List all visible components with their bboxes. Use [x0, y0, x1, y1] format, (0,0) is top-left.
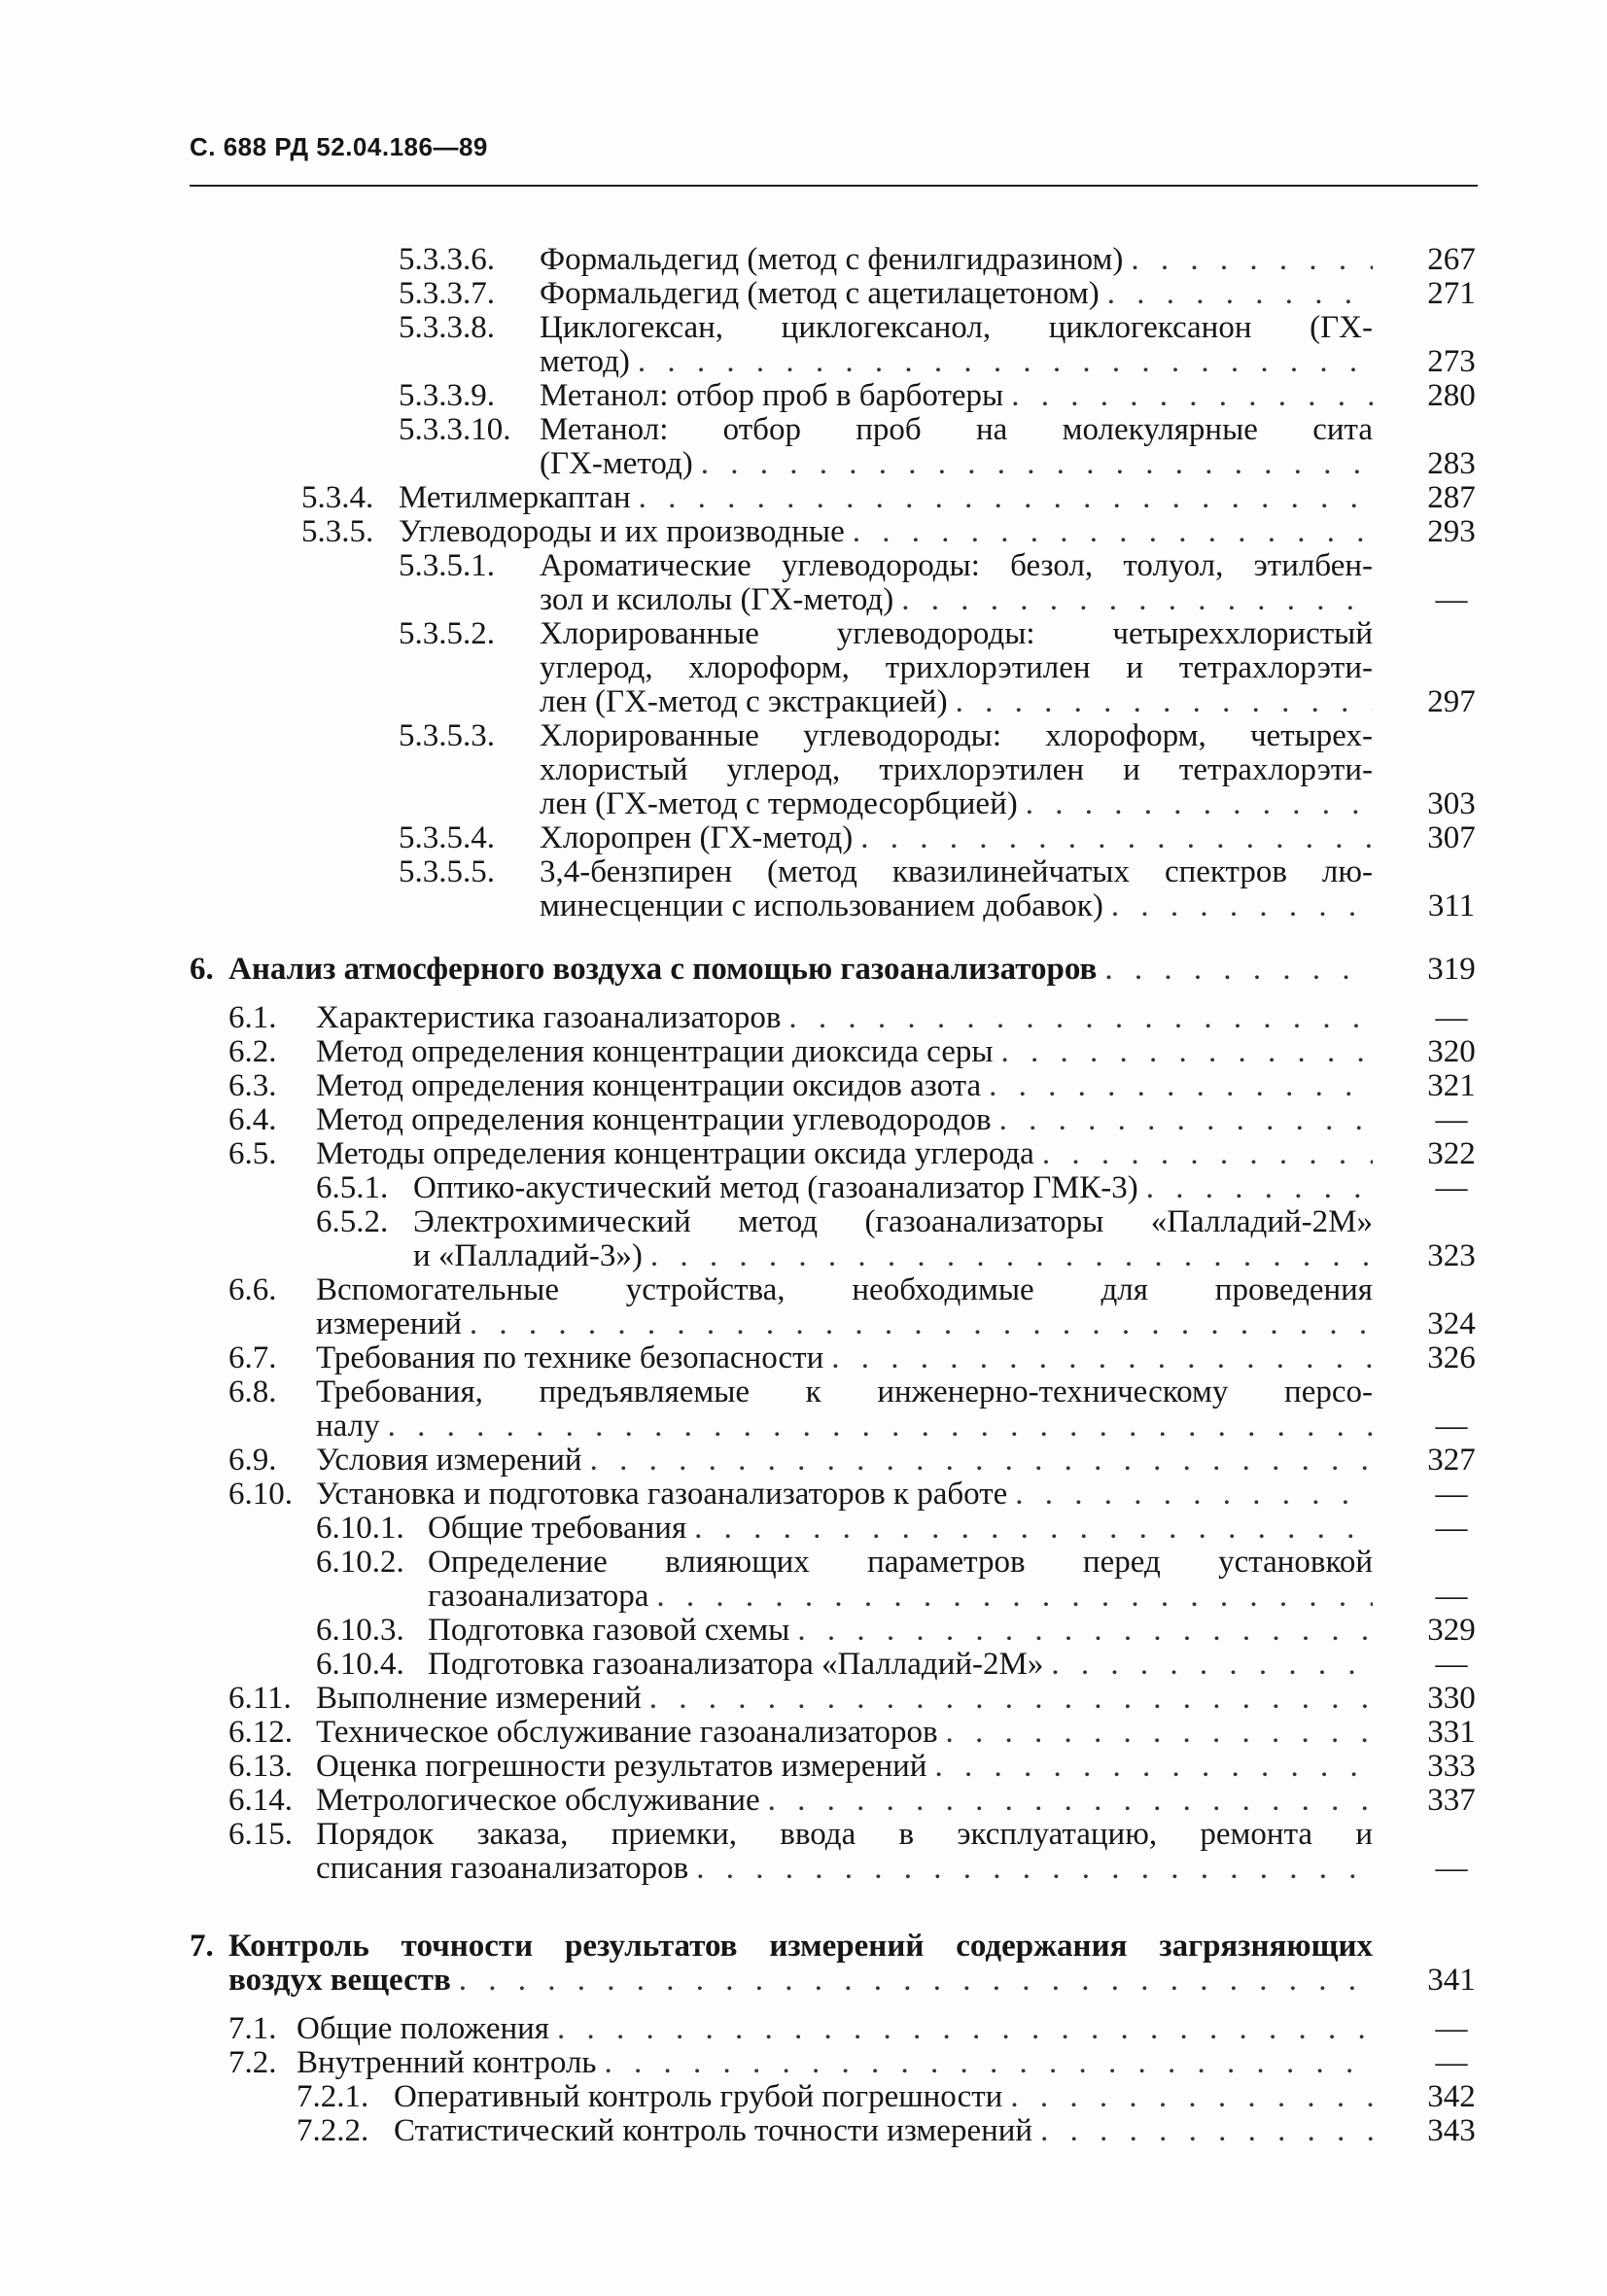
toc-entry-number: 6.12. — [228, 1715, 293, 1750]
dot-leader — [650, 1239, 1373, 1273]
toc-entry-title-line: Оценка погрешности результатов измерений — [316, 1749, 927, 1784]
toc-entry-number: 7.2.2. — [297, 2113, 369, 2148]
dot-leader — [797, 1614, 1373, 1648]
dot-leader — [639, 481, 1373, 515]
toc-entry-title-line: метод) — [540, 344, 630, 379]
toc-entry-title-line: Методы определения концентрации оксида углерода — [316, 1136, 1034, 1171]
toc-entry — [301, 481, 1497, 515]
toc-entry-title-line: Циклогексан, циклогексанол, циклогексанон (ГХ- — [540, 310, 1373, 345]
toc-page-number: — — [1435, 582, 1468, 617]
toc-entry-title-line: воздух веществ — [228, 1963, 451, 1998]
toc-page-number: — — [1435, 1477, 1468, 1512]
toc-entry-title-line: Внутренний контроль — [297, 2045, 597, 2080]
toc-entry — [228, 1444, 1497, 1478]
toc-entry-number: 5.3.5.1. — [399, 548, 495, 583]
dot-leader — [701, 447, 1373, 481]
toc-entry-number: 6.5. — [228, 1136, 277, 1171]
toc-page-number: — — [1435, 2045, 1468, 2080]
toc-entry — [228, 1137, 1497, 1171]
toc-entry-number: 7.2.1. — [297, 2079, 369, 2114]
toc-entry — [316, 1614, 1497, 1648]
dot-leader — [649, 1682, 1373, 1716]
dot-leader — [1015, 1478, 1373, 1512]
toc-entry-title-line: Статистический контроль точности измерений — [394, 2113, 1033, 2148]
toc-entry — [399, 413, 1497, 481]
toc-entry-number: 6.13. — [228, 1749, 293, 1784]
toc-entry — [316, 1512, 1497, 1546]
toc-entry-number: 6.10.2. — [316, 1545, 404, 1580]
toc-entry — [316, 1205, 1497, 1273]
dot-leader — [831, 1341, 1373, 1375]
toc-entry-number: 7.2. — [228, 2045, 277, 2080]
toc-entry — [399, 549, 1497, 617]
toc-page-number: 319 — [1427, 952, 1476, 987]
toc-entry-title-line: Метанол: отбор проб в барботеры — [540, 378, 1004, 413]
dot-leader — [470, 1307, 1373, 1341]
toc-entry — [399, 719, 1497, 821]
toc-entry-title-line: газоанализатора — [428, 1579, 649, 1614]
toc-entry-title-line: Метод определения концентрации углеводородов — [316, 1102, 992, 1137]
toc-entry-number: 5.3.3.7. — [399, 276, 495, 311]
dot-leader — [694, 1512, 1373, 1546]
toc-entry-title-line: Ароматические углеводороды: безол, толуол, этилбен- — [540, 548, 1373, 583]
toc-entry-number: 6.3. — [228, 1068, 277, 1103]
toc-entry-number: 6. — [190, 952, 214, 987]
dot-leader — [901, 583, 1373, 617]
toc-entry-title-line: Подготовка газоанализатора «Палладий-2М» — [428, 1647, 1044, 1682]
toc-entry-title-line: Общие положения — [297, 2011, 549, 2046]
toc-entry-title-line: и «Палладий-3») — [413, 1238, 643, 1273]
toc-entry — [316, 1546, 1497, 1614]
toc-entry-title-line: лен (ГХ-метод с термодесорбцией) — [540, 786, 1018, 821]
toc-page-number: 303 — [1427, 786, 1476, 821]
toc-page-number: 271 — [1427, 276, 1476, 311]
toc-entry-title-line: Требования, предъявляемые к инженерно-техническому персо- — [316, 1374, 1373, 1409]
toc-entry — [399, 277, 1497, 311]
toc-page-number: 324 — [1427, 1306, 1476, 1341]
dot-leader — [999, 1103, 1373, 1137]
toc-entry-number: 5.3.3.8. — [399, 310, 495, 345]
dot-leader — [934, 1750, 1373, 1784]
toc-entry-number: 6.7. — [228, 1340, 277, 1375]
toc-entry-title-line: Анализ атмосферного воздуха с помощью газоанализаторов — [228, 952, 1098, 987]
toc-entry-number: 5.3.5.4. — [399, 820, 495, 855]
toc-entry — [228, 1103, 1497, 1137]
toc-entry-title-line: Техническое обслуживание газоанализаторов — [316, 1715, 938, 1750]
toc-entry-number: 5.3.3.9. — [399, 378, 495, 413]
toc-entry — [297, 2080, 1497, 2114]
toc-page-number: — — [1435, 1579, 1468, 1614]
dot-leader — [860, 821, 1373, 855]
toc-page-number: — — [1435, 1102, 1468, 1137]
dot-leader — [768, 1784, 1373, 1818]
dot-leader — [1026, 787, 1373, 821]
toc-entry-title-line: измерений — [316, 1306, 462, 1341]
toc-entry — [399, 379, 1497, 413]
toc-page-number: 331 — [1427, 1715, 1476, 1750]
toc-entry-number: 6.9. — [228, 1443, 277, 1478]
toc-entry-number: 6.5.2. — [316, 1204, 389, 1239]
dot-leader — [1104, 953, 1373, 987]
toc-entry-title-line: Хлоропрен (ГХ-метод) — [540, 820, 854, 855]
toc-entry — [399, 243, 1497, 277]
dot-leader — [1011, 379, 1373, 413]
toc-entry-title-line: Характеристика газоанализаторов — [316, 1000, 782, 1035]
toc-entry — [228, 2046, 1497, 2080]
toc-entry-title-line: (ГХ-метод) — [540, 446, 693, 481]
toc-entry-number: 6.10.3. — [316, 1613, 404, 1648]
toc-entry-title-line: Углеводороды и их производные — [399, 514, 845, 549]
dot-leader — [656, 1580, 1373, 1614]
toc-entry — [228, 1035, 1497, 1069]
toc-entry-number: 6.14. — [228, 1783, 293, 1818]
toc-entry-number: 5.3.5.5. — [399, 854, 495, 889]
dot-leader — [946, 1716, 1373, 1750]
dot-leader — [604, 2046, 1373, 2080]
toc-entry-title-line: Метилмеркаптан — [399, 480, 631, 515]
dot-leader — [956, 685, 1373, 719]
dot-leader — [557, 2012, 1373, 2046]
toc-page-number: 287 — [1427, 480, 1476, 515]
toc-entry-number: 5.3.5. — [301, 514, 374, 549]
toc-entry-title-line: Вспомогательные устройства, необходимые для проведения — [316, 1272, 1373, 1307]
toc-page-number: 323 — [1427, 1238, 1476, 1273]
toc-entry-title-line: Выполнение измерений — [316, 1681, 642, 1716]
toc-entry-title-line: минесценции с использованием добавок) — [540, 888, 1103, 923]
toc-entry — [228, 1341, 1497, 1375]
toc-page-number: 322 — [1427, 1136, 1476, 1171]
toc-entry — [228, 1478, 1497, 1512]
toc-entry-title-line: зол и ксилолы (ГХ-метод) — [540, 582, 894, 617]
toc-entry — [399, 821, 1497, 855]
toc-entry — [228, 1682, 1497, 1716]
toc-entry-title-line: списания газоанализаторов — [316, 1851, 689, 1886]
toc-entry-number: 6.4. — [228, 1102, 277, 1137]
toc-entry-number: 6.6. — [228, 1272, 277, 1307]
toc-entry-number: 6.1. — [228, 1000, 277, 1035]
toc-entry — [301, 515, 1497, 549]
toc-entry-number: 5.3.5.2. — [399, 616, 495, 651]
toc-page-number: 337 — [1427, 1783, 1476, 1818]
toc-entry-number: 6.10. — [228, 1477, 293, 1512]
toc-entry-number: 6.2. — [228, 1034, 277, 1069]
toc-page-number: — — [1435, 1409, 1468, 1444]
toc-page-number: 280 — [1427, 378, 1476, 413]
dot-leader — [989, 1069, 1373, 1103]
toc-page-number: 342 — [1427, 2079, 1476, 2114]
toc-entry-title-line: Метод определения концентрации оксидов азота — [316, 1068, 982, 1103]
dot-leader — [1131, 243, 1373, 277]
toc-entry — [399, 617, 1497, 719]
toc-entry-number: 5.3.3.6. — [399, 242, 495, 277]
toc-entry-title-line: Метод определения концентрации диоксида серы — [316, 1034, 994, 1069]
toc-entry — [190, 1930, 1497, 1998]
toc-entry-title-line: Определение влияющих параметров перед установкой — [428, 1545, 1373, 1580]
dot-leader — [696, 1852, 1373, 1886]
toc-entry-number: 6.10.1. — [316, 1511, 404, 1546]
toc-entry-title-line: Метанол: отбор проб на молекулярные сита — [540, 412, 1373, 447]
dot-leader — [1010, 2080, 1373, 2114]
dot-leader — [388, 1409, 1373, 1444]
dot-leader — [459, 1964, 1373, 1998]
toc-entry-title-line: Электрохимический метод (газоанализаторы «Палладий-2М» — [413, 1204, 1373, 1239]
toc-entry — [228, 1716, 1497, 1750]
toc-entry-number: 7. — [190, 1929, 214, 1964]
dot-leader — [1146, 1171, 1373, 1205]
toc-entry-title-line: Формальдегид (метод с фенилгидразином) — [540, 242, 1124, 277]
toc-page-number: 341 — [1427, 1963, 1476, 1998]
toc-entry-title-line: Установка и подготовка газоанализаторов к работе — [316, 1477, 1008, 1512]
toc-entry — [228, 1273, 1497, 1341]
toc-entry-title-line: лен (ГХ-метод с экстракцией) — [540, 684, 948, 719]
toc-entry — [316, 1171, 1497, 1205]
dot-leader — [1040, 2114, 1373, 2148]
dot-leader — [590, 1444, 1373, 1478]
toc-entry-number: 6.5.1. — [316, 1170, 389, 1205]
toc-entry — [228, 1001, 1497, 1035]
toc-page-number: 327 — [1427, 1443, 1476, 1478]
toc-page-number: — — [1435, 1170, 1468, 1205]
toc-entry — [228, 1784, 1497, 1818]
toc-entry-title-line: налу — [316, 1409, 380, 1444]
toc-page-number: — — [1435, 1511, 1468, 1546]
toc-entry-number: 6.8. — [228, 1374, 277, 1409]
toc-entry-title-line: хлористый углерод, трихлорэтилен и тетрахлорэти- — [540, 752, 1373, 787]
toc-page-number: 267 — [1427, 242, 1476, 277]
toc-entry-title-line: Порядок заказа, приемки, ввода в эксплуатацию, ремонта и — [316, 1817, 1373, 1852]
toc-page-number: 321 — [1427, 1068, 1476, 1103]
toc-entry — [399, 311, 1497, 379]
toc-page-number: 320 — [1427, 1034, 1476, 1069]
dot-leader — [853, 515, 1373, 549]
toc-entry-number: 5.3.4. — [301, 480, 374, 515]
toc-entry-title-line: углерод, хлороформ, трихлорэтилен и тетрахлорэти- — [540, 650, 1373, 685]
toc-entry-number: 5.3.3.10. — [399, 412, 511, 447]
toc-page-number: — — [1435, 1647, 1468, 1682]
toc-page-number: 307 — [1427, 820, 1476, 855]
toc-entry-number: 6.15. — [228, 1817, 293, 1852]
toc-page-number: 326 — [1427, 1340, 1476, 1375]
toc-entry-title-line: Требования по технике безопасности — [316, 1340, 824, 1375]
toc-page-number: 283 — [1427, 446, 1476, 481]
dot-leader — [1042, 1137, 1373, 1171]
toc-entry-number: 7.1. — [228, 2011, 277, 2046]
page-header: С. 688 РД 52.04.186—89 — [190, 132, 488, 161]
toc-page-number: — — [1435, 1851, 1468, 1886]
toc-page-number: 330 — [1427, 1681, 1476, 1716]
toc-entry-title-line: Метрологическое обслуживание — [316, 1783, 760, 1818]
toc-page-number: 343 — [1427, 2113, 1476, 2148]
toc-entry-title-line: 3,4-бензпирен (метод квазилинейчатых спектров лю- — [540, 854, 1373, 889]
toc-entry — [316, 1648, 1497, 1682]
toc-entry — [228, 1069, 1497, 1103]
toc-entry-number: 5.3.5.3. — [399, 718, 495, 753]
toc-entry-title-line: Условия измерений — [316, 1443, 582, 1478]
toc-page-number: 293 — [1427, 514, 1476, 549]
dot-leader — [1001, 1035, 1373, 1069]
toc-page-number: — — [1435, 1000, 1468, 1035]
toc-page-number: 329 — [1427, 1613, 1476, 1648]
toc-entry — [228, 2012, 1497, 2046]
dot-leader — [638, 345, 1373, 379]
toc-page-number: 333 — [1427, 1749, 1476, 1784]
dot-leader — [788, 1001, 1373, 1035]
dot-leader — [1111, 889, 1373, 923]
toc-entry — [228, 1750, 1497, 1784]
toc-entry — [399, 855, 1497, 923]
toc-page-number: 297 — [1427, 684, 1476, 719]
dot-leader — [1107, 277, 1373, 311]
toc-entry — [228, 1818, 1497, 1886]
toc-entry-title-line: Подготовка газовой схемы — [428, 1613, 790, 1648]
dot-leader — [1051, 1648, 1373, 1682]
toc-page-number: 273 — [1427, 344, 1476, 379]
toc-page-number: 311 — [1427, 888, 1476, 923]
toc-entry-title-line: Формальдегид (метод с ацетилацетоном) — [540, 276, 1100, 311]
toc-entry-number: 6.11. — [228, 1681, 292, 1716]
toc-entry-title-line: Хлорированные углеводороды: хлороформ, четырех- — [540, 718, 1373, 753]
toc-entry-title-line: Общие требования — [428, 1511, 687, 1546]
toc-entry — [297, 2114, 1497, 2148]
toc-entry-title-line: Оптико-акустический метод (газоанализатор ГМК-3) — [413, 1170, 1138, 1205]
toc-page-number: — — [1435, 2011, 1468, 2046]
toc-entry-number: 6.10.4. — [316, 1647, 404, 1682]
toc-entry-title-line: Контроль точности результатов измерений содержания загрязняющих — [228, 1929, 1373, 1964]
toc-entry — [190, 953, 1497, 987]
toc-entry-title-line: Хлорированные углеводороды: четыреххлористый — [540, 616, 1373, 651]
toc-entry-title-line: Оперативный контроль грубой погрешности — [394, 2079, 1003, 2114]
toc-entry — [228, 1375, 1497, 1444]
